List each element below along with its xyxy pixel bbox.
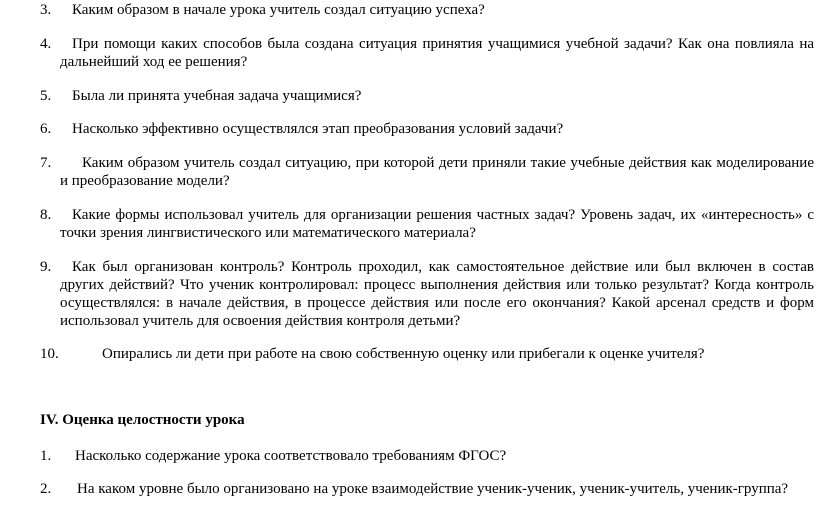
question-7 (40, 154, 814, 190)
section-heading: IV. Оценка целостности урока (40, 412, 245, 428)
question-text: Насколько эффективно осуществлялся этап преобразования условий задачи? (72, 121, 564, 137)
question-number: 5. (40, 88, 52, 104)
question-text: Каким образом учитель создал ситуацию, при которой дети приняли такие учебные действия как моделирование и преобразование модели? (60, 155, 814, 189)
question-10 (40, 345, 814, 363)
question-number: 10. (40, 346, 59, 362)
question-9 (40, 258, 814, 330)
question-5 (40, 87, 814, 105)
question-text: Как был организован контроль? Контроль проходил, как самостоятельное действие или был включен в состав других действий? Что ученик контролировал: процесс выполнения действия или только результат? Когда контроль осуществлялся: в начале действия, в процессе действия или после его окончания? Какой арсенал средств и форм использовал учитель для освоения действия контроля детьми? (60, 259, 814, 329)
question-6 (40, 120, 814, 138)
question-3 (40, 1, 814, 19)
question-b-1 (40, 447, 814, 465)
question-text: Каким образом в начале урока учитель создал ситуацию успеха? (72, 2, 485, 18)
question-4 (40, 35, 814, 71)
question-text: При помощи каких способов была создана ситуация принятия учащимися учебной задачи? Как она повлияла на дальнейший ход ее решения? (60, 36, 814, 70)
question-number: 9. (40, 259, 52, 275)
question-text: Была ли принята учебная задача учащимися? (72, 88, 362, 104)
question-8 (40, 206, 814, 242)
question-text: Опирались ли дети при работе на свою собственную оценку или прибегали к оценке учителя? (102, 346, 705, 362)
question-text: Насколько содержание урока соответствовало требованиям ФГОС? (75, 448, 507, 464)
question-number: 1. (40, 448, 52, 464)
question-number: 7. (40, 155, 52, 171)
question-b-2 (40, 480, 814, 498)
question-number: 4. (40, 36, 52, 52)
question-number: 8. (40, 207, 52, 223)
question-text: Какие формы использовал учитель для организации решения частных задач? Уровень задач, их «интересность» с точки зрения лингвистического или математического материала? (60, 207, 814, 241)
question-number: 3. (40, 2, 52, 18)
question-text: На каком уровне было организовано на уроке взаимодействие ученик-ученик, ученик-учитель, ученик-группа? (77, 481, 789, 497)
question-number: 2. (40, 481, 52, 497)
question-number: 6. (40, 121, 52, 137)
